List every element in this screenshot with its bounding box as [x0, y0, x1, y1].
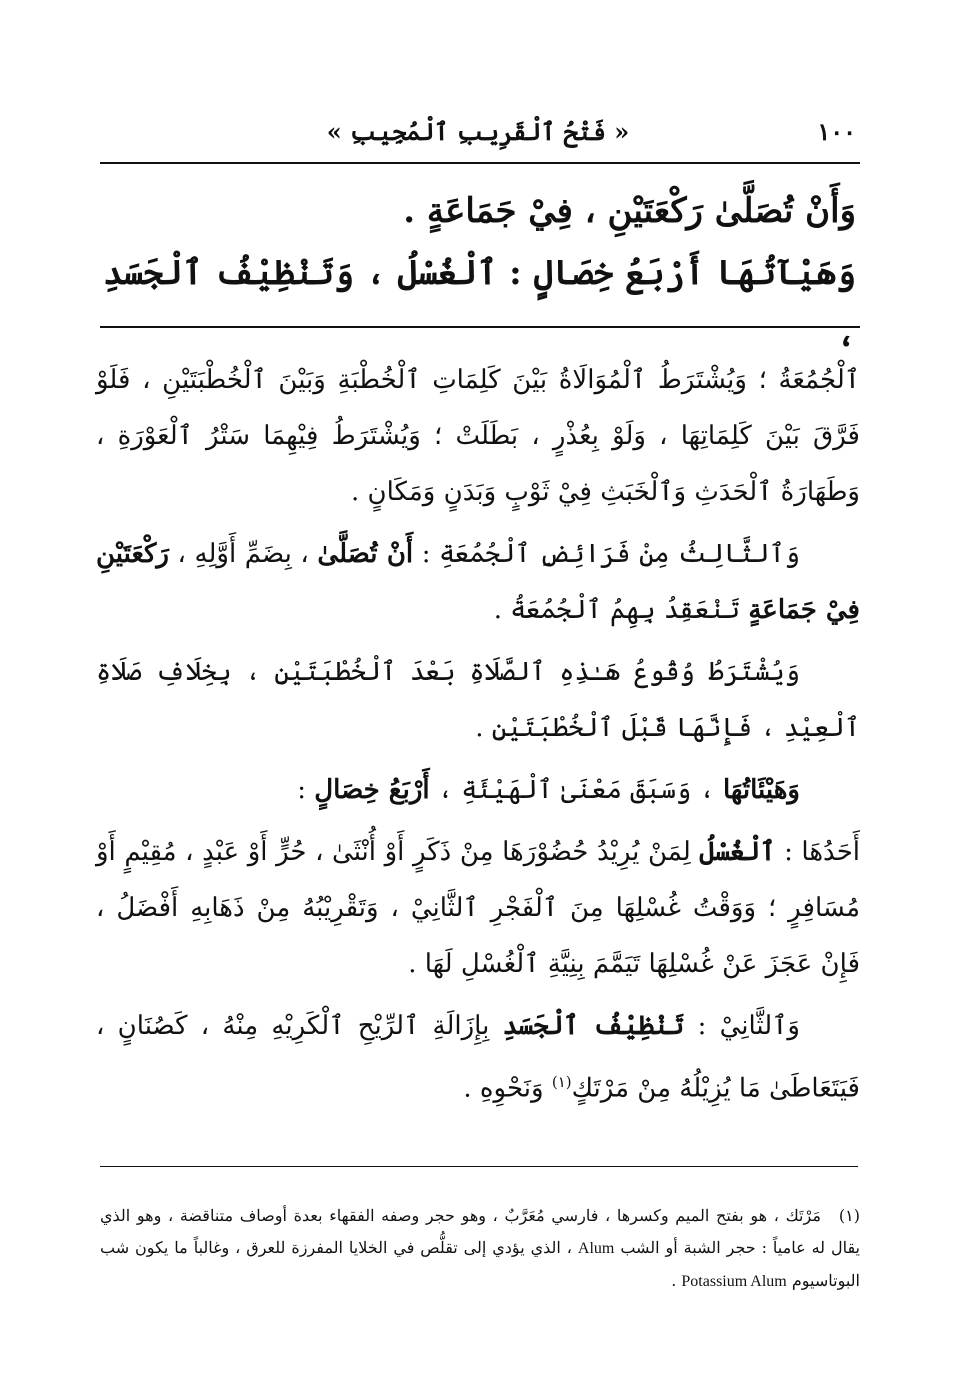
matn-line-1: وَأَنْ تُصَلَّىٰ رَكْعَتَيْنِ ، فِيْ جَمَاعَةٍ . — [403, 191, 856, 231]
footnote-text-2: ، الذي يؤدي إلى تقلُّص في الخلايا المفرزة للعرق ، وغالباً ما يكون شب البوتاسيوم — [100, 1238, 860, 1290]
footnote-text-1: مَرْتَك ، هو بفتح الميم وكسرها ، فارسي مُعَرَّبٌ ، وهو حجر وصفه الفقهاء بعدة أوصاف متناقضة ، وهو الذي يقال له عامياً : حجر الشبة أو الشب — [100, 1206, 861, 1257]
p6-tail: بِإِزَالَةِ ٱلرِّيْحِ ٱلْكَرِيْهِ مِنْهُ ، كَصُنَانٍ ، فَيَتَعَاطَىٰ مَا يُزِيْلُهُ مِنْ مَرْتَكٍ — [96, 1011, 860, 1104]
p2-bold-2: رَكْعَتَيْنِ فِيْ جَمَاعَةٍ — [96, 539, 860, 625]
p4-mid: ، وَسَبَقَ مَعْنَىٰ ٱلْهَيْئَةِ ، — [429, 775, 723, 805]
footnote-mark: (١) — [838, 1206, 861, 1225]
commentary-paragraph-2 — [96, 526, 860, 638]
p6-bold: تَنْظِيْفُ ٱلْجَسَدِ — [502, 1011, 685, 1041]
matn-line-2: وَهَيْآتُهَا أَرْبَعُ خِصَالٍ : ٱلْغُسْلُ ، وَتَنْظِيْفُ ٱلْجَسَدِ ، — [103, 253, 856, 355]
p2-lead: وَٱلثَّالِثُ مِنْ فَرَائِضِ ٱلْجُمُعَةِ : — [413, 539, 800, 569]
footnote-rule — [100, 1166, 858, 1167]
footnote-1 — [100, 1200, 860, 1298]
footnote-latin-2: Potassium Alum — [681, 1273, 787, 1290]
page-number: ١٠٠ — [817, 117, 856, 146]
p4-bold-2: أَرْبَعُ خِصَالٍ — [314, 775, 430, 805]
commentary-paragraph-3: وَيُشْتَرَطُ وُقُوعُ هَـٰذِهِ ٱلصَّلَاةِ بَعْدَ ٱلْخُطْبَتَيْنِ ، بِخِلَافِ صَلَاةِ ٱلْعِيْدِ ، فَإِنَّهَا قَبْلَ ٱلْخُطْبَتَيْنِ . — [96, 657, 860, 743]
p2-mid: ، بِضَمِّ أَوَّلِهِ ، — [168, 539, 318, 569]
running-title: « فَتْحُ ٱلْقَرِيبِ ٱلْمُجِيبِ » — [326, 117, 630, 146]
commentary-paragraph-4 — [96, 762, 860, 818]
p6-lead: وَٱلثَّانِيْ : — [684, 1011, 800, 1041]
p2-tail: تَنْعَقِدُ بِهِمُ ٱلْجُمُعَةُ . — [493, 595, 749, 625]
footnote-end: . — [671, 1271, 677, 1290]
header-rule — [100, 162, 860, 164]
p5-tail: لِمَنْ يُرِيْدُ حُضُوْرَهَا مِنْ ذَكَرٍ أَوْ أُنْثَىٰ ، حُرٍّ أَوْ عَبْدٍ ، مُقِيْمٍ أَوْ مُسَافِرٍ ؛ وَوَقْتُ غُسْلِهَا مِنَ ٱلْفَجْرِ ٱلثَّانِيْ ، وَتَقْرِيْبُهُ مِنْ ذَهَابِهِ أَفْضَلُ ، فَإِنْ عَجَزَ عَنْ غُسْلِهَا تَيَمَّمَ بِنِيَّةِ ٱلْغُسْلِ لَهَا . — [96, 837, 860, 979]
footnote-reference[interactable]: (١) — [551, 1073, 572, 1091]
p5-lead: أَحَدُهَا : — [775, 837, 860, 867]
commentary-paragraph-5 — [96, 824, 860, 992]
p4-tail: : — [297, 775, 315, 805]
footnote-latin-1: Alum — [577, 1240, 615, 1257]
page-header — [100, 112, 856, 152]
p6-end: وَنَحْوِهِ . — [463, 1073, 552, 1104]
commentary-paragraph-1: ٱلْجُمُعَةُ ؛ وَيُشْتَرَطُ ٱلْمُوَالَاةُ بَيْنَ كَلِمَاتِ ٱلْخُطْبَةِ وَبَيْنَ ٱلْخُطْبَتَيْنِ ، فَلَوْ فَرَّقَ بَيْنَ كَلِمَاتِهَا ، وَلَوْ بِعُذْرٍ ، بَطَلَتْ ؛ وَيُشْتَرَطُ فِيْهِمَا سَتْرُ ٱلْعَوْرَةِ ، وَطَهَارَةُ ٱلْحَدَثِ وَٱلْخَبَثِ فِيْ ثَوْبٍ وَبَدَنٍ وَمَكَانٍ . — [96, 365, 860, 507]
p4-bold-1: وَهَيْئَاتُهَا — [722, 775, 800, 805]
matn-divider-rule — [100, 326, 860, 328]
footnotes — [100, 1200, 860, 1298]
commentary-text — [96, 352, 860, 1123]
commentary-paragraph-6 — [96, 998, 860, 1117]
p2-bold-1: أَنْ تُصَلَّىٰ — [317, 539, 414, 569]
p5-bold: ٱلْغُسْلُ — [699, 837, 776, 867]
matn-text — [100, 180, 856, 366]
